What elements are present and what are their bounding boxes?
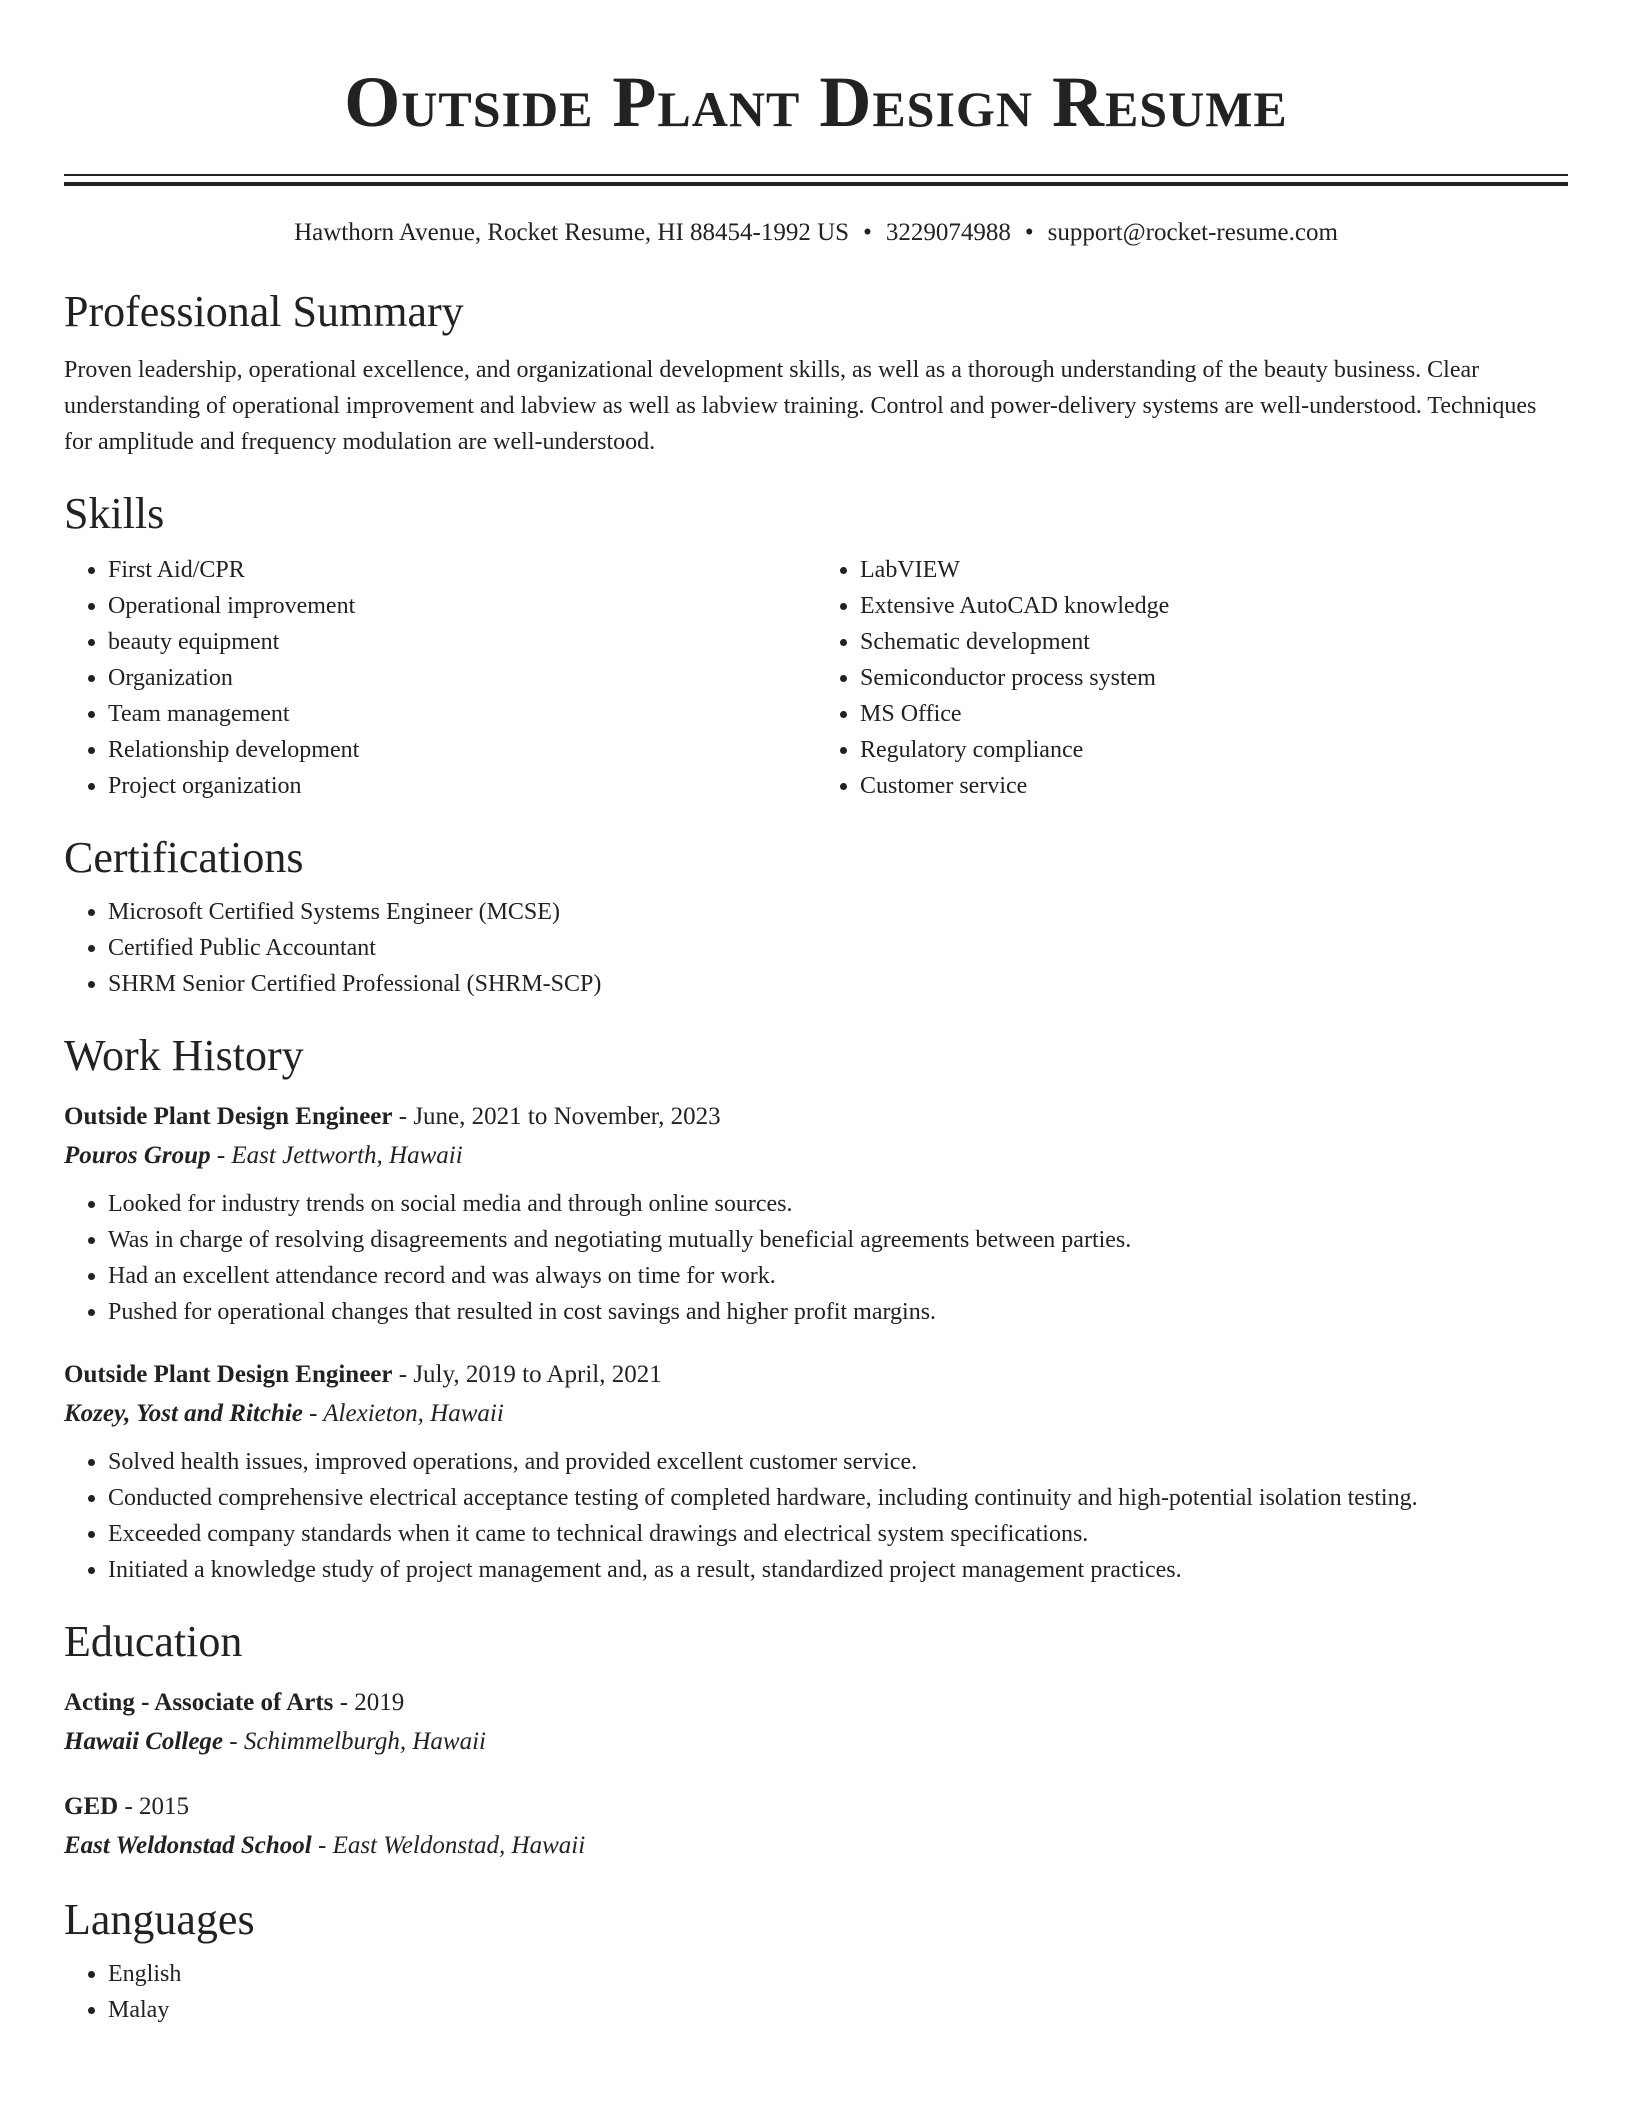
education-header bbox=[64, 1684, 1568, 1722]
contact-separator: • bbox=[863, 219, 872, 246]
summary-text: Proven leadership, operational excellence, and organizational development skills, as well as a thorough understanding of the beauty business. Clear understanding of operational improvement and labview as well as labview training. Control and power-delivery systems are well-understood. Techniques for amplitude and frequency modulation are well-understood. bbox=[64, 357, 1537, 455]
contact-separator: • bbox=[1024, 219, 1034, 246]
job-company: Pouros Group bbox=[64, 1142, 211, 1169]
skill-item: • Semiconductor process system bbox=[860, 660, 1568, 696]
skill-item: • Operational improvement bbox=[108, 588, 816, 624]
job-location: - East Jettworth, Hawaii bbox=[210, 1142, 463, 1169]
languages-heading: Languages bbox=[64, 1895, 255, 1944]
languages-list bbox=[64, 1956, 1568, 2028]
skill-item: • LabVIEW bbox=[860, 552, 1568, 588]
education-heading: Education bbox=[64, 1617, 243, 1666]
contact-address: Hawthorn Avenue, Rocket Resume, HI 88454-1992 US bbox=[294, 219, 850, 246]
job-entry bbox=[64, 1098, 1568, 1330]
skill-item: • beauty equipment bbox=[108, 624, 816, 660]
education-school: Hawaii College bbox=[64, 1728, 224, 1755]
job-title: Outside Plant Design Engineer bbox=[64, 1361, 393, 1388]
education-entry bbox=[64, 1788, 1568, 1866]
job-bullet: • Conducted comprehensive electrical acceptance testing of completed hardware, including continuity and high-potential isolation testing. bbox=[108, 1480, 1568, 1516]
contact-phone: 3229074988 bbox=[885, 219, 1011, 246]
certification-item: • Microsoft Certified Systems Engineer (MCSE) bbox=[108, 894, 1568, 930]
job-bullet: • Was in charge of resolving disagreements and negotiating mutually beneficial agreements between parties. bbox=[108, 1222, 1568, 1258]
job-bullet: • Initiated a knowledge study of project management and, as a result, standardized project management practices. bbox=[108, 1552, 1568, 1588]
education-location: - Schimmelburgh, Hawaii bbox=[223, 1728, 486, 1755]
skill-item: • Extensive AutoCAD knowledge bbox=[860, 588, 1568, 624]
certifications-heading: Certifications bbox=[64, 833, 304, 882]
job-dates: - July, 2019 to April, 2021 bbox=[392, 1361, 662, 1388]
education-degree: Acting - Associate of Arts bbox=[64, 1689, 334, 1716]
languages-section bbox=[64, 1892, 1568, 2028]
job-header bbox=[64, 1356, 1568, 1394]
certification-item: • Certified Public Accountant bbox=[108, 930, 1568, 966]
skills-list-left bbox=[64, 552, 816, 804]
certifications-section bbox=[64, 830, 1568, 1002]
skill-item: • Organization bbox=[108, 660, 816, 696]
education-year: - 2015 bbox=[118, 1793, 190, 1820]
summary-section bbox=[64, 284, 1568, 460]
contact-email[interactable]: support@rocket-resume.com bbox=[1047, 219, 1338, 246]
skill-item: • Schematic development bbox=[860, 624, 1568, 660]
skill-item: • Regulatory compliance bbox=[860, 732, 1568, 768]
job-bullets bbox=[64, 1186, 1568, 1330]
job-location: - Alexieton, Hawaii bbox=[302, 1400, 504, 1427]
job-bullet: • Solved health issues, improved operations, and provided excellent customer service. bbox=[108, 1444, 1568, 1480]
education-section bbox=[64, 1614, 1568, 1866]
job-bullet: • Had an excellent attendance record and was always on time for work. bbox=[108, 1258, 1568, 1294]
education-year: - 2019 bbox=[333, 1689, 405, 1716]
skills-section bbox=[64, 486, 1568, 804]
education-institution bbox=[64, 1722, 1568, 1762]
contact-line bbox=[64, 216, 1568, 250]
job-employer bbox=[64, 1136, 1568, 1176]
skill-item: • Project organization bbox=[108, 768, 816, 804]
certification-item: • SHRM Senior Certified Professional (SHRM-SCP) bbox=[108, 966, 1568, 1002]
education-header bbox=[64, 1788, 1568, 1826]
language-item: • Malay bbox=[108, 1992, 1568, 2028]
job-bullet: • Looked for industry trends on social media and through online sources. bbox=[108, 1186, 1568, 1222]
job-header bbox=[64, 1098, 1568, 1136]
job-bullet: • Pushed for operational changes that resulted in cost savings and higher profit margins. bbox=[108, 1294, 1568, 1330]
summary-heading: Professional Summary bbox=[64, 287, 464, 336]
skills-columns bbox=[64, 548, 1568, 804]
education-entry bbox=[64, 1684, 1568, 1762]
skills-list-right bbox=[816, 552, 1568, 804]
education-degree: GED bbox=[64, 1793, 119, 1820]
skill-item: • Team management bbox=[108, 696, 816, 732]
title-rule-thin bbox=[64, 174, 1568, 176]
skill-item: • Relationship development bbox=[108, 732, 816, 768]
education-school: East Weldonstad School bbox=[64, 1832, 312, 1859]
skills-heading: Skills bbox=[64, 489, 165, 538]
work-history-section bbox=[64, 1028, 1568, 1588]
work-history-heading: Work History bbox=[64, 1031, 304, 1080]
education-location: - East Weldonstad, Hawaii bbox=[311, 1832, 586, 1859]
title-rule-thick bbox=[64, 182, 1568, 186]
job-company: Kozey, Yost and Ritchie bbox=[64, 1400, 303, 1427]
resume-title: Outside Plant Design Resume bbox=[344, 62, 1288, 142]
certifications-list bbox=[64, 894, 1568, 1002]
job-dates: - June, 2021 to November, 2023 bbox=[392, 1103, 721, 1130]
job-employer bbox=[64, 1394, 1568, 1434]
education-institution bbox=[64, 1826, 1568, 1866]
job-entry bbox=[64, 1356, 1568, 1588]
skill-item: • First Aid/CPR bbox=[108, 552, 816, 588]
job-bullet: • Exceeded company standards when it came to technical drawings and electrical system specifications. bbox=[108, 1516, 1568, 1552]
skill-item: • Customer service bbox=[860, 768, 1568, 804]
language-item: • English bbox=[108, 1956, 1568, 1992]
skill-item: • MS Office bbox=[860, 696, 1568, 732]
job-title: Outside Plant Design Engineer bbox=[64, 1103, 393, 1130]
job-bullets bbox=[64, 1444, 1568, 1588]
